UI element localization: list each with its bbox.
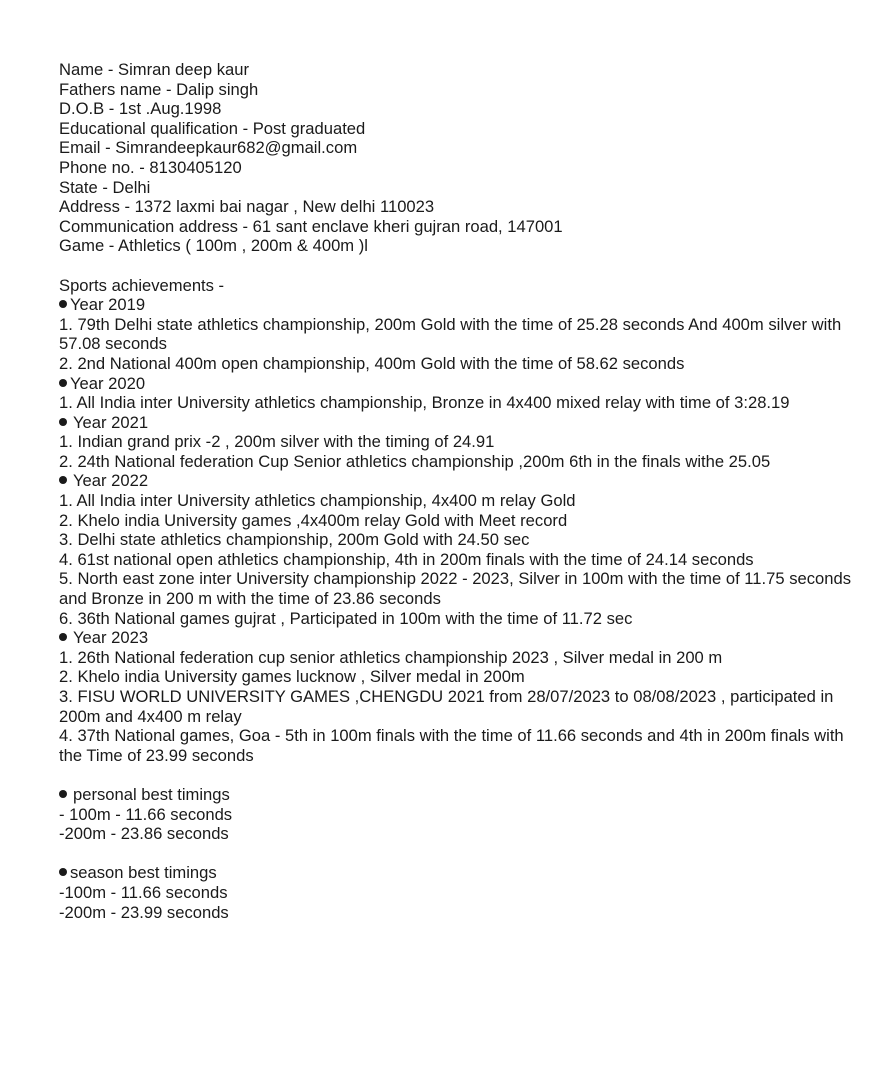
achievement-item: 4. 37th National games, Goa - 5th in 100m finals with the time of 11.66 seconds and 4th in 200m finals with the Time of 23.99 seconds <box>59 726 849 765</box>
year-label: Year 2023 <box>73 628 149 648</box>
achievement-item: 5. North east zone inter University championship 2022 - 2023, Silver in 100m with the time of 11.75 seconds and Bronze in 200 m with the time of 23.86 seconds <box>59 569 856 609</box>
athlete-profile-document <box>59 60 859 922</box>
achievement-item: 2. Khelo india University games lucknow , Silver medal in 200m <box>59 667 525 687</box>
achievement-item: 1. 26th National federation cup senior athletics championship 2023 , Silver medal in 200 m <box>59 647 723 667</box>
fathers-name-line: Fathers name - Dalip singh <box>59 79 259 99</box>
achievement-item: 1. 79th Delhi state athletics championship, 200m Gold with the time of 25.28 seconds And 400m silver with 57.08 seconds <box>59 314 846 354</box>
achievement-item: 2. Khelo india University games ,4x400m relay Gold with Meet record <box>59 510 568 530</box>
achievement-item: 1. Indian grand prix -2 , 200m silver with the timing of 24.91 <box>59 432 495 452</box>
year-heading <box>59 628 859 648</box>
year-label: Year 2019 <box>70 295 146 315</box>
achievement-item: 1. All India inter University athletics championship, Bronze in 4x400 mixed relay with time of 3:28.19 <box>59 393 790 413</box>
achievement-item: 3. FISU WORLD UNIVERSITY GAMES ,CHENGDU 2021 from 28/07/2023 to 08/08/2023 , participated in 200m and 4x400 m relay <box>59 687 839 726</box>
game-line: Game - Athletics ( 100m , 200m & 400m )l <box>59 236 368 256</box>
bullet-icon <box>59 790 67 798</box>
timing-item: - 100m - 11.66 seconds <box>59 804 233 824</box>
season-best-heading <box>59 863 859 883</box>
year-block-2019 <box>59 295 859 373</box>
year-heading <box>59 471 859 491</box>
spacer <box>59 765 859 785</box>
achievement-item: 2. 24th National federation Cup Senior athletics championship ,200m 6th in the finals withe 25.05 <box>59 451 771 471</box>
achievement-item: 6. 36th National games gujrat , Participated in 100m with the time of 11.72 sec <box>59 608 633 628</box>
communication-address-line: Communication address - 61 sant enclave kheri gujran road, 147001 <box>59 216 563 236</box>
achievement-item: 4. 61st national open athletics championship, 4th in 200m finals with the time of 24.14 seconds <box>59 549 754 569</box>
spacer <box>59 844 859 864</box>
address-line: Address - 1372 laxmi bai nagar , New delhi 110023 <box>59 197 435 217</box>
season-best-label: season best timings <box>70 863 217 883</box>
year-block-2022 <box>59 471 859 628</box>
year-heading <box>59 413 859 433</box>
season-best-timings <box>59 863 859 922</box>
bullet-icon <box>59 868 67 876</box>
achievement-item: 2. 2nd National 400m open championship, 400m Gold with the time of 58.62 seconds <box>59 353 685 373</box>
year-block-2021 <box>59 413 859 472</box>
personal-details <box>59 60 859 256</box>
achievement-item: 3. Delhi state athletics championship, 200m Gold with 24.50 sec <box>59 530 530 550</box>
personal-best-timings <box>59 785 859 844</box>
spacer <box>59 256 859 276</box>
phone-line: Phone no. - 8130405120 <box>59 157 242 177</box>
year-heading <box>59 374 859 394</box>
bullet-icon <box>59 379 67 387</box>
email-line: Email - Simrandeepkaur682@gmail.com <box>59 138 358 158</box>
year-label: Year 2020 <box>70 373 146 393</box>
bullet-icon <box>59 476 67 484</box>
bullet-icon <box>59 418 67 426</box>
achievement-item: 1. All India inter University athletics championship, 4x400 m relay Gold <box>59 491 576 511</box>
year-block-2023 <box>59 628 859 765</box>
name-line: Name - Simran deep kaur <box>59 60 249 79</box>
timing-item: -200m - 23.99 seconds <box>59 902 229 922</box>
bullet-icon <box>59 633 67 641</box>
achievements-heading: Sports achievements - <box>59 275 225 295</box>
personal-best-heading <box>59 785 859 805</box>
year-label: Year 2022 <box>73 471 149 491</box>
year-label: Year 2021 <box>73 412 149 432</box>
year-block-2020 <box>59 374 859 413</box>
bullet-icon <box>59 300 67 308</box>
timing-item: -100m - 11.66 seconds <box>59 882 228 902</box>
dob-line: D.O.B - 1st .Aug.1998 <box>59 99 222 119</box>
personal-best-label: personal best timings <box>73 784 230 804</box>
state-line: State - Delhi <box>59 177 151 197</box>
sports-achievements <box>59 276 859 766</box>
education-line: Educational qualification - Post graduated <box>59 118 366 138</box>
year-heading <box>59 295 859 315</box>
timing-item: -200m - 23.86 seconds <box>59 824 229 844</box>
